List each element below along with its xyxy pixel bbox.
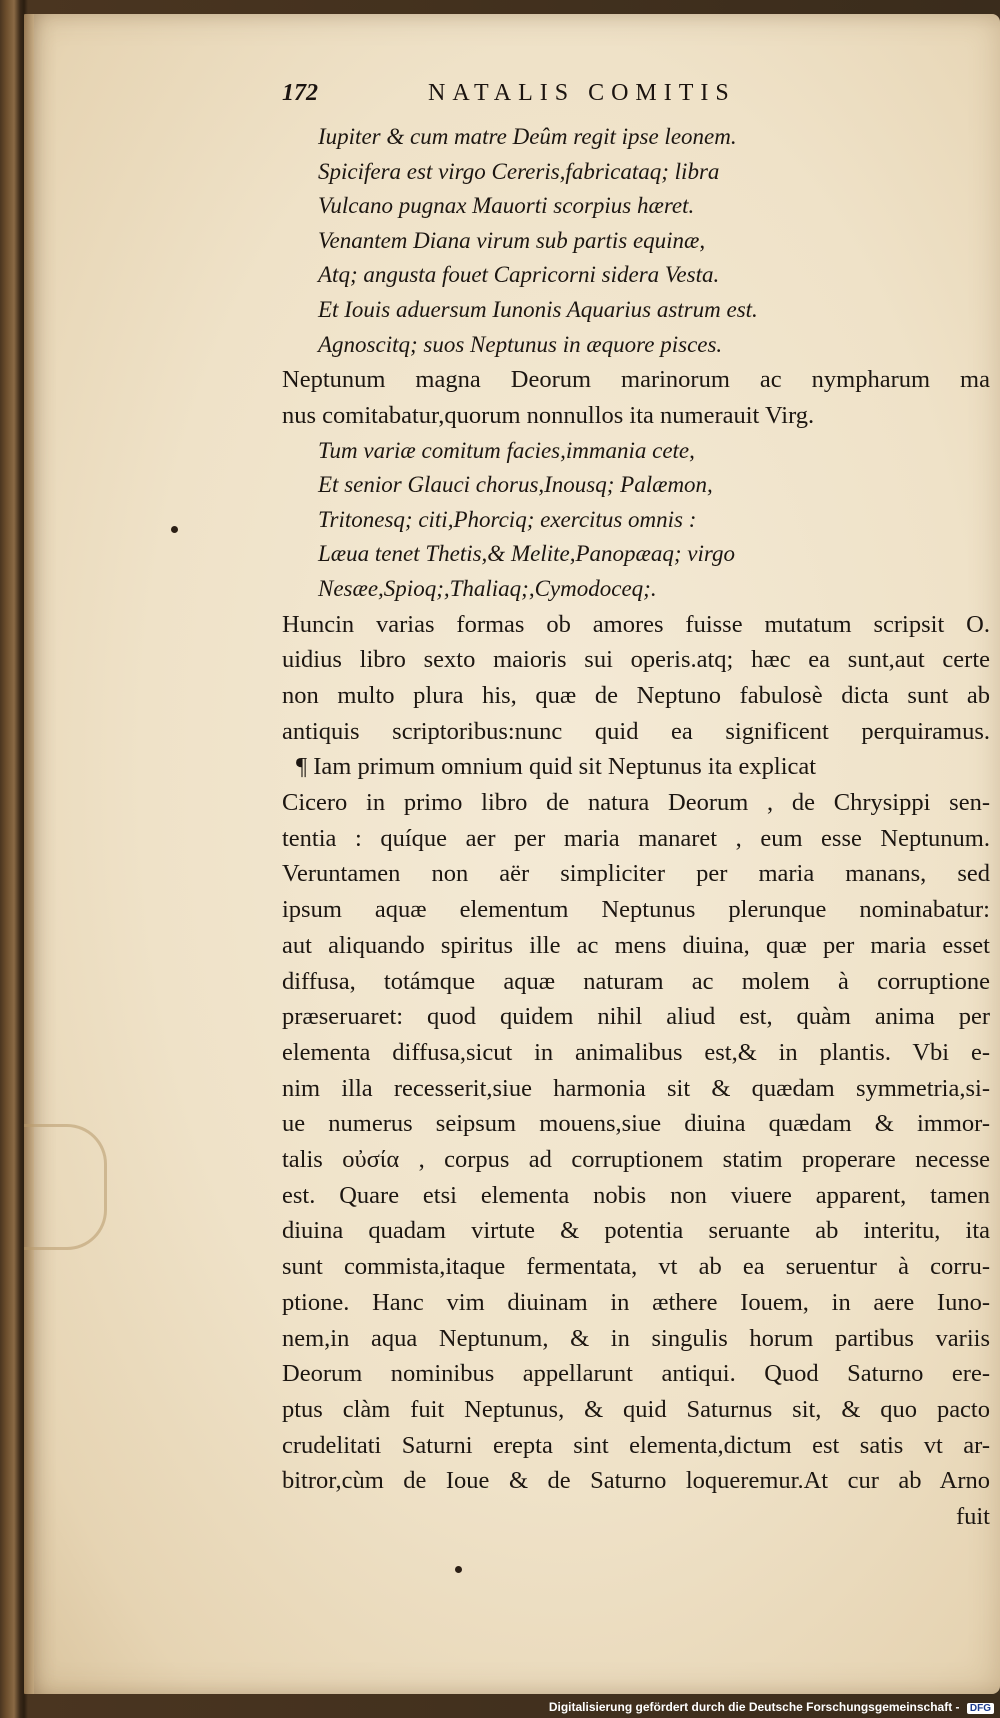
- verse-line: Venantem Diana virum sub partis equinæ,: [318, 227, 706, 253]
- verse-line: Agnoscitq; suos Neptunus in æquore pisces.: [318, 331, 723, 357]
- prose-line: talis οὐσία , corpus ad corruptionem statim properare necesse: [282, 1146, 990, 1174]
- prose-line: ptus clàm fuit Neptunus, & quid Saturnus sit, & quo pacto: [282, 1396, 990, 1423]
- verse-line: Iupiter & cum matre Deûm regit ipse leonem.: [318, 124, 737, 149]
- verse-line: Et Iouis aduersum Iunonis Aquarius astrum est.: [318, 296, 758, 322]
- verse-line: Tum variæ comitum facies,immania cete,: [318, 437, 695, 463]
- prose-paragraph-1: [282, 362, 990, 433]
- prose-line: ptione. Hanc vim diuinam in æthere Iouem, in aere Iuno-: [282, 1288, 990, 1316]
- page-header: [282, 80, 736, 107]
- catchword: fuit: [955, 1503, 990, 1531]
- prose-paragraph-2: [282, 607, 990, 750]
- prose-line: nem,in aqua Neptunum, & in singulis horum partibus variis: [282, 1324, 990, 1352]
- verse-line: Tritonesq; citi,Phorciq; exercitus omnis :: [318, 506, 697, 532]
- verse-block-zodiac: [282, 120, 990, 362]
- book-clasp-shadow: [24, 1124, 107, 1250]
- ink-speck: [455, 1566, 462, 1573]
- prose-line: nim illa recesserit,siue harmonia sit & quædam symmetria,si-: [282, 1074, 990, 1102]
- page-gutter: [24, 14, 34, 1694]
- prose-line: tentia : quíque aer per maria manaret , eum esse Neptunum.: [282, 824, 990, 852]
- prose-line: præseruaret: quod quidem nihil aliud est, quàm anima per: [282, 1003, 990, 1031]
- prose-line: Veruntamen non aër simpliciter per maria manans, sed: [282, 860, 990, 888]
- prose-line: uidius libro sexto maioris sui operis.atq; hæc ea sunt,aut certe: [282, 646, 990, 674]
- paragraph-mark: ¶ Iam primum omnium quid sit Neptunus ita explicat: [296, 753, 817, 781]
- digitization-credit: [549, 1700, 994, 1714]
- verse-line: Spicifera est virgo Cereris,fabricataq; libra: [318, 158, 720, 184]
- running-title: NATALIS COMITIS: [428, 80, 736, 106]
- text-block: [282, 120, 990, 1535]
- prose-line: Deorum nominibus appellarunt antiqui. Quod Saturno ere-: [282, 1360, 990, 1388]
- verse-line: Et senior Glauci chorus,Inousq; Palæmon,: [318, 472, 713, 498]
- verse-line: Nesæe,Spioq;,Thaliaq;,Cymodoceq;.: [318, 575, 657, 601]
- prose-line: nus comitabatur,quorum nonnullos ita numerauit Virg.: [282, 401, 815, 429]
- prose-line: antiquis scriptoribus:nunc quid ea significent perquiramus.: [282, 717, 990, 745]
- prose-line: est. Quare etsi elementa nobis non viuere apparent, tamen: [282, 1181, 990, 1209]
- prose-line: diffusa, totámque aquæ naturam ac molem à corruptione: [282, 967, 990, 995]
- prose-line: diuina quadam virtute & potentia seruante ab interitu, ita: [282, 1217, 990, 1245]
- prose-line: crudelitati Saturni erepta sint elementa,dictum est satis vt ar-: [282, 1431, 990, 1459]
- prose-line: Huncin varias formas ob amores fuisse mutatum scripsit O.: [282, 610, 990, 638]
- prose-line: aut aliquando spiritus ille ac mens diuina, quæ per maria esset: [282, 931, 990, 959]
- prose-line: bitror,cùm de Ioue & de Saturno loqueremur.At cur ab Arno: [282, 1467, 990, 1495]
- credit-text: Digitalisierung gefördert durch die Deutsche Forschungsgemeinschaft -: [548, 1700, 960, 1714]
- dfg-logo: DFG: [967, 1703, 994, 1714]
- verse-line: Vulcano pugnax Mauorti scorpius hæret.: [318, 193, 695, 219]
- prose-line: Cicero in primo libro de natura Deorum , de Chrysippi sen-: [282, 789, 990, 817]
- prose-line: elementa diffusa,sicut in animalibus est,& in plantis. Vbi e-: [282, 1038, 990, 1066]
- verse-block-vergil: [282, 434, 990, 607]
- prose-line: [282, 749, 990, 785]
- verse-line: Læua tenet Thetis,& Melite,Panopæaq; virgo: [318, 541, 735, 567]
- ink-speck: [171, 526, 178, 533]
- prose-line: non multo plura his, quæ de Neptuno fabulosè dicta sunt ab: [282, 681, 990, 709]
- prose-line: ipsum aquæ elementum Neptunus plerunque nominabatur:: [282, 896, 990, 924]
- prose-line: ue numerus seipsum mouens,siue diuina quædam & immor-: [282, 1110, 990, 1138]
- prose-line: Neptunum magna Deorum marinorum ac nympharum ma: [282, 366, 990, 394]
- verse-line: Atq; angusta fouet Capricorni sidera Vesta.: [318, 262, 720, 288]
- prose-line: sunt commista,itaque fermentata, vt ab ea seruentur à corru-: [282, 1253, 990, 1281]
- page-number: 172: [282, 80, 318, 106]
- prose-paragraph-3: [282, 749, 990, 1534]
